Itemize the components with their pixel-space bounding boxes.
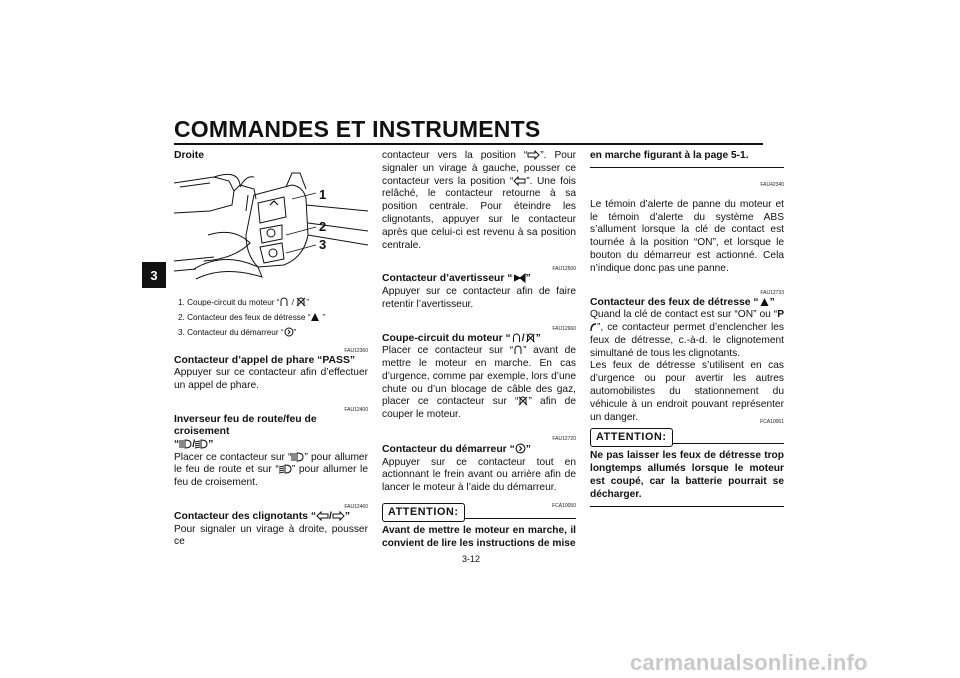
column-1 [174,150,368,549]
column-3 [590,150,784,507]
caption-item: 2. Contacteur des feux de détresse “ ” [178,312,326,322]
ref-code: FAU42340 [760,181,784,188]
ref-code: FAU12360 [344,347,368,354]
section-text-pass: Appuyer sur ce contacteur afin d’effectuer un appel de phare. [174,367,368,391]
watermark: carmanualsonline.info [630,650,868,675]
engine-stop-icon [518,396,528,406]
section-heading-droite: Droite [174,150,205,161]
ref-code: FCA10050 [552,502,576,509]
attention-text-continued: en marche figurant à la page 5-1. [590,150,749,161]
page-number: 3-12 [462,554,481,564]
attention-label: ATTENTION: [590,428,673,447]
section-title-hazard: Contacteur des feux de détresse “ ” [590,296,775,308]
engine-run-icon [513,345,523,355]
starter-icon [284,327,294,337]
high-beam-icon [179,439,192,449]
section-text-warning-lights: Le témoin d’alerte de panne du moteur et le témoin d’alerte du système ABS s’allument lorsque la clé de contact est tournée à la position “ON”, et lorsque le bouton du démarreur est actionné. Cela n’indique donc pas une panne. [590,198,784,274]
section-text-engine-stop: Placer ce contacteur sur “ ” avant de mettre le moteur en marche. En cas d’urgence, comme par exemple, lors d’une chute ou d’un blocage de câble des gaz, placer ce contacteur sur “ ” afin de couper le moteur. [382,345,576,421]
hazard-icon [759,297,770,307]
ref-code: FAU12400 [344,406,368,413]
section-text-hazard: Quand la clé de contact est sur “ON” ou “P”, ce contacteur permet d’enclencher les feux de détresse, c.-à-d. le clignotement simultané de tous les clignotants. Les feux de détresse s’utilisent en cas d’urgence ou pour avertir les autres automobilistes du stationnement du véhicule à un endroit pouvant représenter un danger. [590,309,784,423]
section-title-pass: Contacteur d’appel de phare “PASS” [174,354,356,366]
low-beam-icon [279,464,292,474]
turn-signal-continued: contacteur vers la position “ ”. Pour signaler un virage à gauche, pousser ce contacteur vers la position “ ”. Une fois relâché, le contacteur retourne à sa position centrale. Pour éteindre les clignotants, appuyer sur le contacteur après que celui-ci est revenu à sa position centrale. [382,150,576,251]
turn-right-icon [527,150,540,160]
engine-stop-icon [296,297,306,307]
attention-end-rule [590,506,784,507]
engine-run-icon [279,297,289,307]
low-beam-icon [195,439,208,449]
attention-label: ATTENTION: [382,503,465,522]
callout-1: 1 [319,186,327,202]
attention-text: Avant de mettre le moteur en marche, il convient de lire les instructions de mise [382,524,576,549]
section-title-engine-stop: Coupe-circuit du moteur “ / ” [382,332,541,344]
ref-code: FAU12500 [552,266,576,273]
park-lock-icon [590,323,597,332]
section-title-starter: Contacteur du démarreur “ ” [382,443,531,455]
section-text-starter: Appuyer sur ce contacteur tout en actionnant le frein avant ou arrière afin de lancer le moteur à l’aide du démarreur. [382,456,576,494]
ref-code: FAU12720 [552,435,576,442]
column-2 [382,150,576,551]
section-text-dimmer: Placer ce contacteur sur “ ” pour allumer le feu de route et sur “ ” pour allumer le feu de croisement. [174,451,368,489]
title-rule [174,143,763,145]
callout-2: 2 [319,218,327,234]
high-beam-icon [291,452,304,462]
handlebar-switch-figure [174,165,368,291]
callout-3: 3 [319,236,327,252]
handlebar-switch-illustration [174,165,368,291]
starter-icon [515,443,526,454]
caption-item: 3. Contacteur du démarreur “ ” [178,327,297,337]
chapter-tab: 3 [142,262,166,288]
park-position-label: P [777,309,784,321]
caption-item: 1. Coupe-circuit du moteur “ / ” [178,297,310,307]
horn-icon [513,273,526,283]
hazard-icon [310,312,320,322]
section-title-dimmer: Inverseur feu de route/feu de croisement “ / ” [174,413,317,450]
page-title: COMMANDES ET INSTRUMENTS [174,116,541,142]
figure-captions [178,295,368,340]
ref-code: FAU12733 [760,289,784,296]
attention-box [382,503,576,521]
ref-code: FAU12660 [552,325,576,332]
engine-stop-icon [525,333,536,343]
section-text-horn: Appuyer sur ce contacteur afin de faire retentir l’avertisseur. [382,285,576,310]
section-text-turn-signal: Pour signaler un virage à droite, pousser ce [174,523,368,548]
attention-box [590,419,784,446]
turn-left-icon [316,511,329,521]
turn-right-icon [332,511,345,521]
attention-text: Ne pas laisser les feux de détresse trop longtemps allumés lorsque le moteur est coupé, car la batterie pourrait se décharger. [590,450,784,500]
engine-run-icon [511,333,522,343]
turn-left-icon [513,176,526,186]
ref-code: FAU12460 [344,503,368,510]
section-title-turn-signal: Contacteur des clignotants “ / ” [174,510,351,522]
ref-code: FCA10061 [760,419,784,426]
section-title-horn: Contacteur d’avertisseur “ ” [382,273,531,285]
